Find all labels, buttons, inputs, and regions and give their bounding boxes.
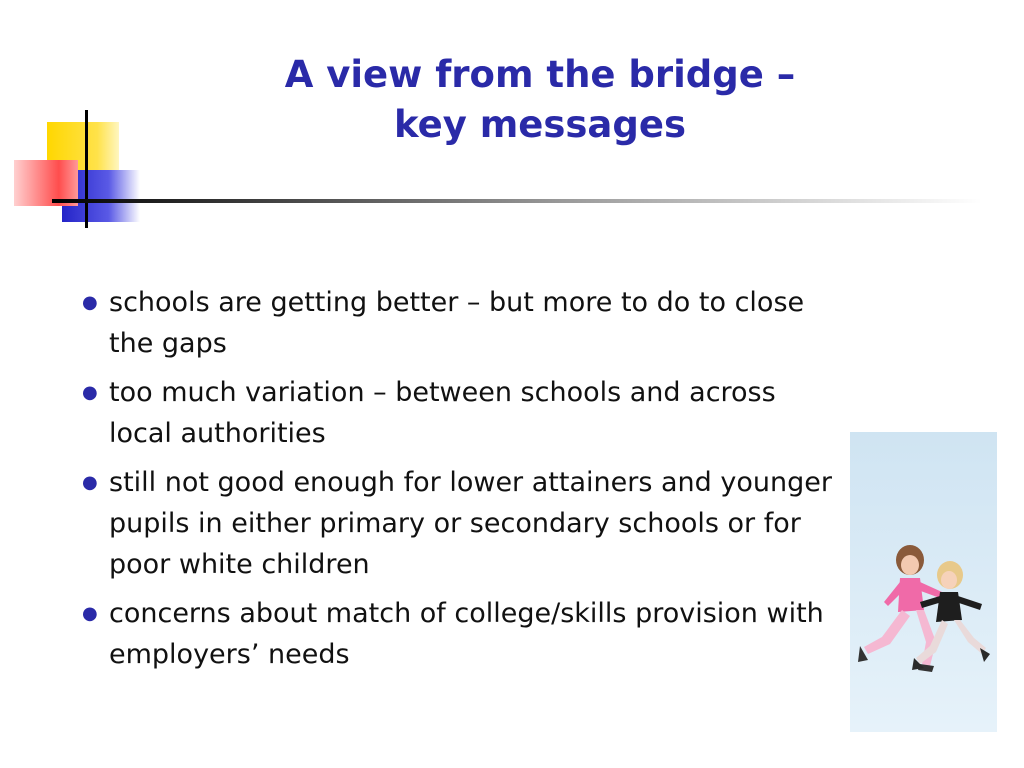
bullet-item	[82, 372, 842, 454]
bullet-dot-icon: ●	[82, 472, 98, 493]
bullet-text: concerns about match of college/skills provision with employers’ needs	[109, 598, 824, 670]
bullet-text: still not good enough for lower attainers and younger pupils in either primary or secondary schools or for poor white children	[109, 467, 832, 580]
bullet-dot-icon: ●	[82, 382, 98, 403]
title-divider-line	[52, 199, 982, 203]
bullet-dot-icon: ●	[82, 603, 98, 624]
bullet-list	[82, 282, 842, 683]
bullet-item	[82, 282, 842, 364]
bullet-item	[82, 462, 842, 585]
bullet-item	[82, 593, 842, 675]
title-line-2: key messages	[394, 103, 686, 146]
deco-vertical-line	[85, 110, 88, 228]
bullet-text: schools are getting better – but more to do to close the gaps	[109, 287, 805, 359]
title-line-1: A view from the bridge –	[284, 53, 796, 96]
slide-title	[180, 50, 900, 150]
children-running-image	[850, 432, 997, 732]
bullet-text: too much variation – between schools and across local authorities	[109, 377, 776, 449]
bullet-dot-icon: ●	[82, 292, 98, 313]
